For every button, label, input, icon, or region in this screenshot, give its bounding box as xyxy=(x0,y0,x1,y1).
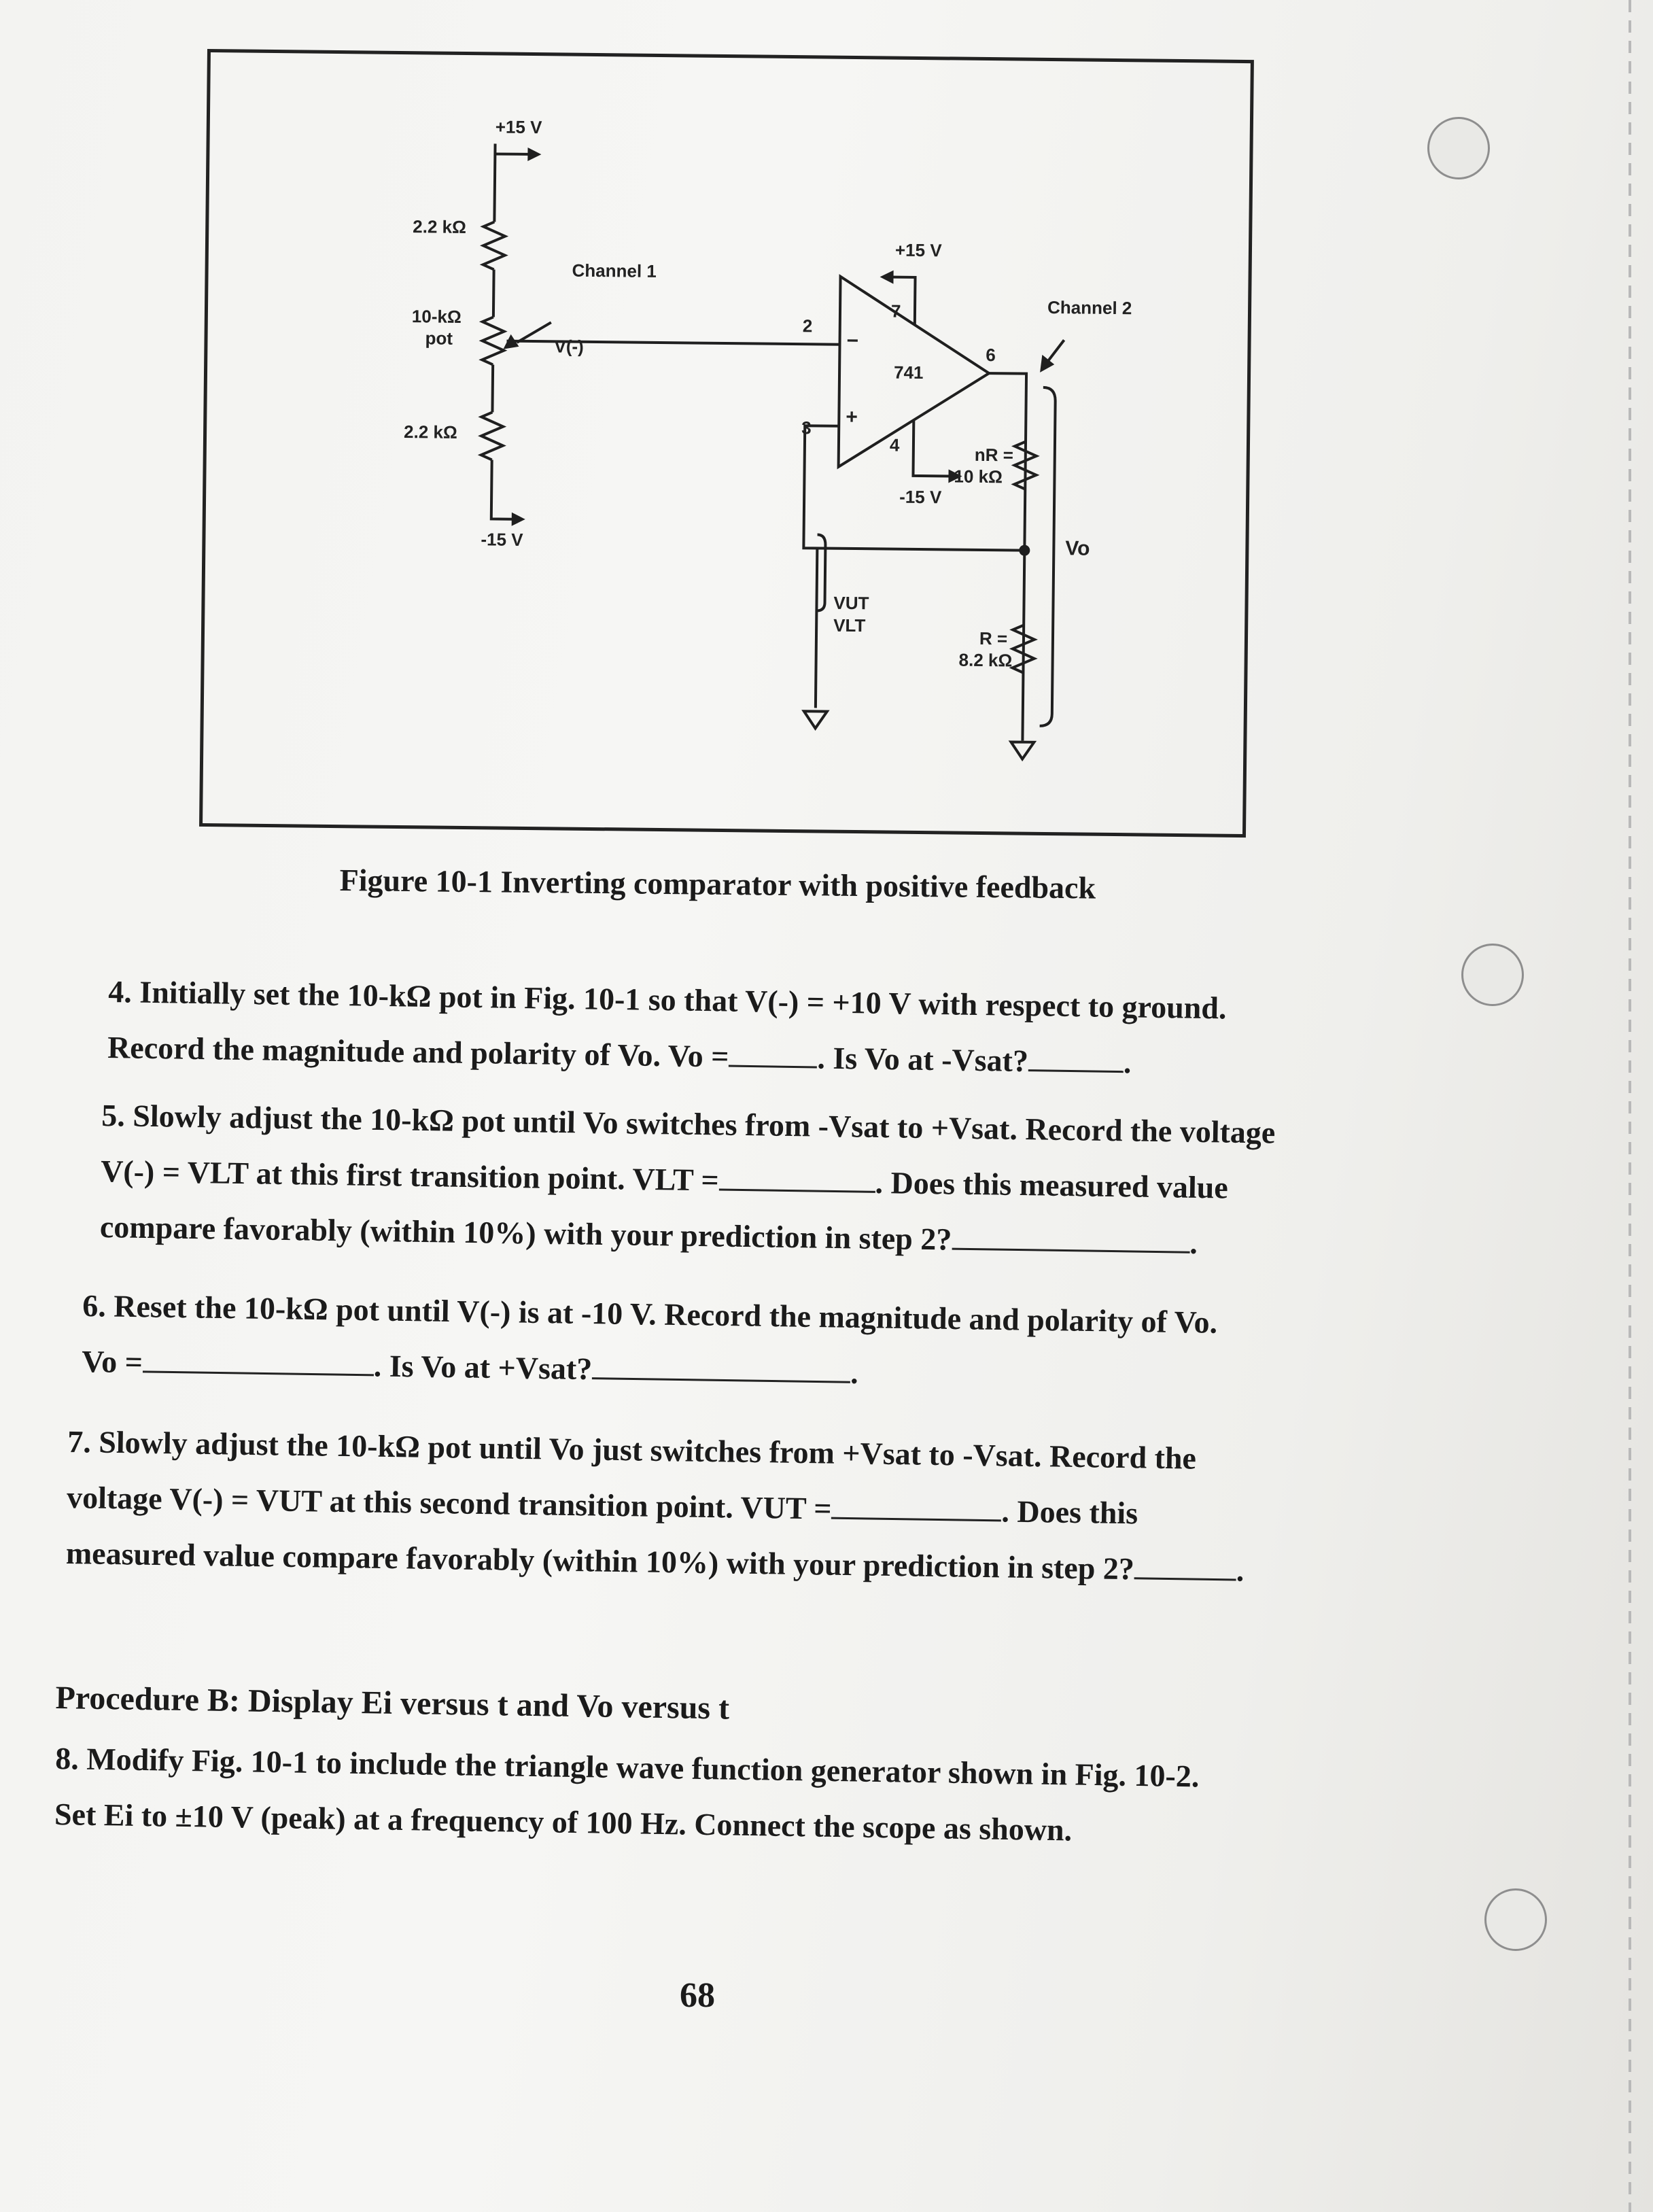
answer-blank-vsat[interactable] xyxy=(1028,1043,1124,1073)
procedure-b-heading: Procedure B: Display Ei versus t and Vo versus t xyxy=(55,1679,730,1727)
step-7-line-3: measured value compare favorably (within 10%) with your prediction in step 2? xyxy=(65,1535,1135,1587)
label-minus15-left: -15 V xyxy=(481,529,523,550)
ground-wire-left xyxy=(816,548,817,708)
answer-blank-vsat-2[interactable] xyxy=(592,1351,851,1383)
figure-caption: Figure 10-1 Inverting comparator with positive feedback xyxy=(339,863,1096,905)
step-4: 4. Initially set the 10-kΩ pot in Fig. 10-1 so that V(-) = +10 V with respect to ground. Record the magnitude and polarity of Vo. Vo = . Is Vo at -Vsat? . xyxy=(107,964,1227,1092)
label-vut: VUT xyxy=(833,592,869,614)
pot-zigzag xyxy=(482,317,504,364)
punch-hole-bottom xyxy=(1484,1888,1547,1951)
ground-symbol-right xyxy=(1011,742,1034,759)
step-5-line-3: compare favorably (within 10%) with your prediction in step 2? xyxy=(99,1209,952,1257)
arrowhead-minus15 xyxy=(512,513,525,526)
label-minus15-op: -15 V xyxy=(899,486,942,508)
vo-brace xyxy=(1040,387,1056,726)
label-channel2: Channel 2 xyxy=(1047,296,1132,319)
label-plus15-left: +15 V xyxy=(495,116,542,138)
label-nr-line1: nR = xyxy=(974,444,1014,466)
answer-blank-compare-ut[interactable] xyxy=(1134,1551,1237,1580)
label-pin3: 3 xyxy=(801,417,812,438)
page-edge xyxy=(1629,0,1631,2212)
pin4-wire xyxy=(913,420,954,477)
step-5-line-2a: V(-) = VLT at this first transition point. VLT = xyxy=(100,1153,720,1198)
label-v-minus: V(-) xyxy=(554,336,584,357)
page-number: 68 xyxy=(680,1976,715,2015)
step-6-line-1: 6. Reset the 10-kΩ pot until V(-) is at -10 V. Record the magnitude and polarity of Vo. xyxy=(82,1288,1218,1340)
label-r-bottom: 2.2 kΩ xyxy=(403,421,457,443)
output-wire xyxy=(985,373,1026,741)
answer-blank-vo[interactable] xyxy=(729,1039,818,1069)
label-r-top: 2.2 kΩ xyxy=(413,216,467,238)
step-5-line-2b: . Does this measured value xyxy=(875,1164,1229,1205)
step-8-line-2: Set Ei to ±10 V (peak) at a frequency of 100 Hz. Connect the scope as shown. xyxy=(54,1796,1073,1848)
punch-hole-middle xyxy=(1461,944,1524,1006)
step-6-line-2b: . Is Vo at +Vsat? xyxy=(373,1348,593,1387)
channel1-probe xyxy=(517,322,551,343)
arrowhead-plus15 xyxy=(527,148,541,161)
label-r-line1: R = xyxy=(979,627,1008,649)
answer-blank-vo-2[interactable] xyxy=(143,1345,375,1376)
label-pin2: 2 xyxy=(802,315,813,336)
label-pin6: 6 xyxy=(986,345,996,366)
step-8-line-1: 8. Modify Fig. 10-1 to include the triangle wave function generator shown in Fig. 10-2. xyxy=(54,1740,1200,1794)
label-minus-input: − xyxy=(846,329,859,353)
punch-hole-top xyxy=(1427,117,1490,179)
resistor-top xyxy=(483,222,506,269)
ground-symbol-left xyxy=(804,711,827,728)
label-plus-input: + xyxy=(846,405,858,429)
step-6-line-2a: Vo = xyxy=(81,1343,143,1380)
output-node xyxy=(1019,545,1030,556)
step-4-line-1: 4. Initially set the 10-kΩ pot in Fig. 10-1 so that V(-) = +10 V with respect to ground. xyxy=(108,973,1227,1026)
label-vlt: VLT xyxy=(833,615,866,636)
circuit-figure xyxy=(199,49,1254,837)
answer-blank-vlt[interactable] xyxy=(718,1162,875,1192)
label-vo: Vo xyxy=(1065,537,1090,560)
step-5-line-1: 5. Slowly adjust the 10-kΩ pot until Vo switches from -Vsat to +Vsat. Record the voltage xyxy=(101,1097,1276,1150)
wire-top xyxy=(494,143,495,222)
answer-blank-vut[interactable] xyxy=(831,1491,1002,1522)
circuit-diagram xyxy=(203,52,1251,834)
label-channel1: Channel 1 xyxy=(572,260,657,281)
step-4-line-2b: . Is Vo at -Vsat? xyxy=(817,1040,1029,1079)
label-pot-line2: pot xyxy=(425,328,453,349)
step-4-line-2a: Record the magnitude and polarity of Vo. Vo = xyxy=(107,1029,729,1074)
label-pin4: 4 xyxy=(889,434,900,455)
step-6: 6. Reset the 10-kΩ pot until V(-) is at -10 V. Record the magnitude and polarity of Vo. Vo = . Is Vo at +Vsat? . xyxy=(82,1278,1218,1406)
step-7-line-2b: . Does this xyxy=(1001,1493,1138,1531)
wire-2 xyxy=(492,364,493,412)
step-7-line-1: 7. Slowly adjust the 10-kΩ pot until Vo just switches from +Vsat to -Vsat. Record the xyxy=(67,1423,1197,1476)
arrowhead-plus15-op xyxy=(880,270,893,283)
label-nr-line2: 10 kΩ xyxy=(954,466,1003,487)
resistor-bottom xyxy=(481,412,504,460)
step-7: 7. Slowly adjust the 10-kΩ pot until Vo just switches from +Vsat to -Vsat. Record the voltage V(-) = VUT at this second transition point. VUT = . Does this measured value compare favorably (within 10%) with your prediction in step 2? . xyxy=(65,1414,1246,1599)
step-7-line-2a: voltage V(-) = VUT at this second transition point. VUT = xyxy=(66,1479,832,1526)
wire-1 xyxy=(493,269,494,317)
label-pin7: 7 xyxy=(890,300,901,322)
step-8 xyxy=(54,1731,1200,1860)
step-5: 5. Slowly adjust the 10-kΩ pot until Vo switches from -Vsat to +Vsat. Record the voltage V(-) = VLT at this first transition point. VLT = . Does this measured value compare favorably (within 10%) with your prediction in step 2? . xyxy=(99,1088,1276,1273)
label-pot-line1: 10-kΩ xyxy=(411,306,462,327)
answer-blank-compare-lt[interactable] xyxy=(952,1222,1190,1254)
label-r-line2: 8.2 kΩ xyxy=(958,649,1013,671)
label-opamp: 741 xyxy=(893,362,924,383)
wire-bottom xyxy=(491,460,519,519)
label-plus15-op: +15 V xyxy=(894,239,942,261)
